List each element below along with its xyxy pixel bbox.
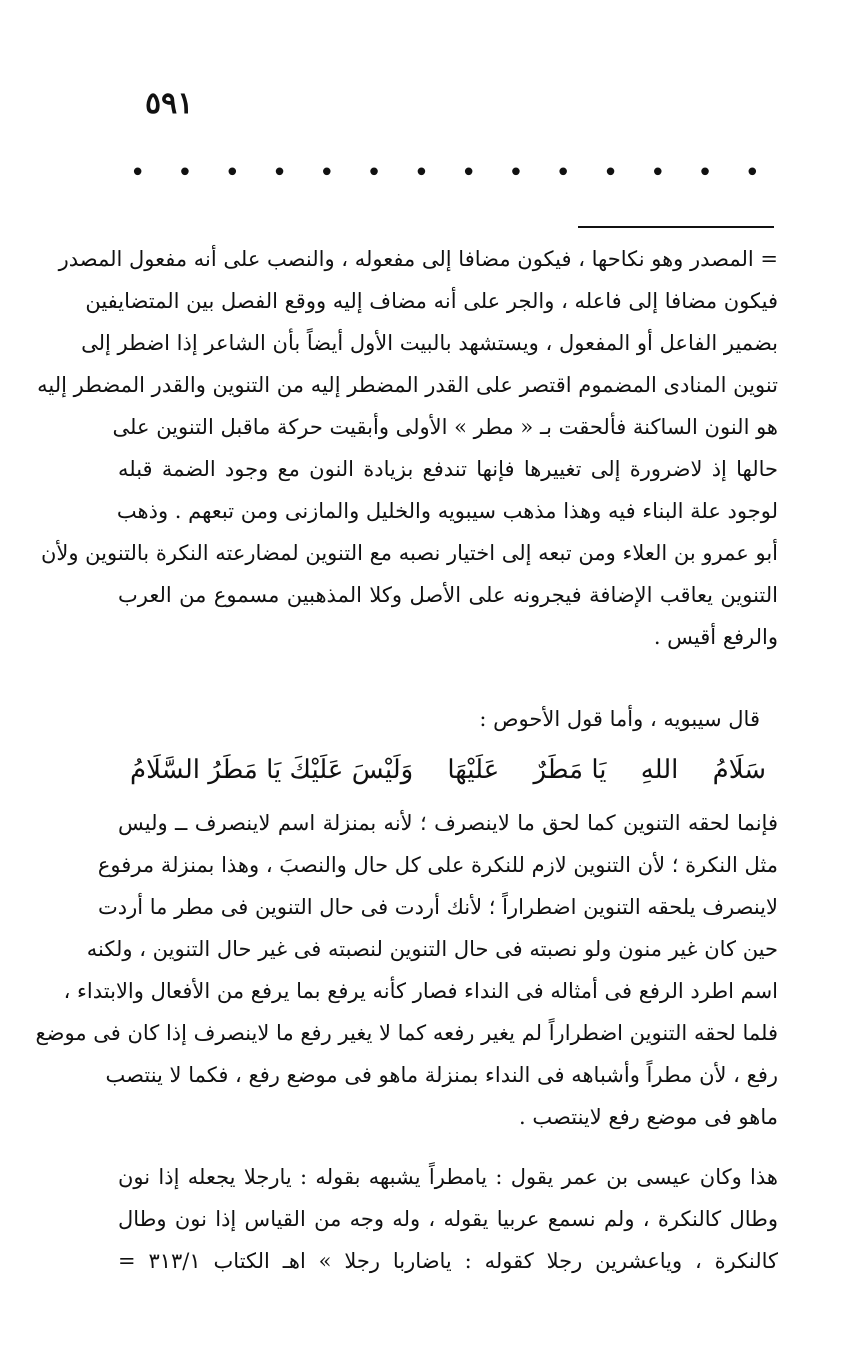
text-line: هذا وكان عيسى بن عمر يقول : يامطراً يشبهه بقوله : يارجلا يجعله إذا نون (118, 1165, 778, 1189)
text-line: تنوين المنادى المضموم اقتصر على القدر المضطر إليه من التنوين والقدر المضطر إليه (37, 373, 778, 397)
verse-part: يَا مَطَرٌ (533, 755, 607, 785)
poetry-verse (118, 742, 778, 798)
verse-part: سَلَامُ (712, 755, 766, 785)
text-line: اسم اطرد الرفع فى أمثاله فى النداء فصار كأنه يرفع بما يرفع من الأفعال والابتداء ، (63, 979, 778, 1003)
text-line: أبو عمرو بن العلاء ومن تبعه إلى اختيار نصبه مع التنوين لمضارعته النكرة بالتنوين ولأن (40, 541, 778, 565)
text-line: هو النون الساكنة فألحقت بـ « مطر » الأولى وأبقيت حركة ماقبل التنوين على (112, 415, 778, 439)
text-line: حالها إذ لاضرورة إلى تغييرها فإنها تندفع بزيادة النون مع وجود الضمة قبله (118, 457, 778, 481)
text-line: بضمير الفاعل أو المفعول ، ويستشهد بالبيت الأول أيضاً بأن الشاعر إذا اضطر إلى (81, 331, 778, 355)
text-line: حين كان غير منون ولو نصبته فى حال التنوين لنصبته فى غير حال التنوين ، ولكنه (86, 937, 778, 961)
quote-intro-block (118, 698, 778, 740)
text-line: رفع ، لأن مطراً وأشباهه فى النداء بمنزلة ماهو فى موضع رفع ، فكما لا ينتصب (105, 1063, 778, 1087)
decorative-dot-row: • • • • • • • • • • • • • • (130, 158, 760, 188)
text-line: ماهو فى موضع رفع لاينتصب . (519, 1105, 778, 1129)
verse-part: وَلَيْسَ عَلَيْكَ يَا مَطَرُ السَّلَامُ (130, 755, 414, 785)
text-line: فيكون مضافا إلى فاعله ، والجر على أنه مضاف إليه ووقع الفصل بين المتضايفين (85, 289, 778, 313)
text-line: كالنكرة ، وياعشرين رجلا كقوله : ياضاربا رجلا » اهـ الكتاب ٣١٣/١ = (118, 1249, 778, 1273)
text-line: مثل النكرة ؛ لأن التنوين لازم للنكرة على كل حال والنصبَ ، وهذا بمنزلة مرفوع (97, 853, 778, 877)
text-line: التنوين يعاقب الإضافة فيجرونه على الأصل وكلا المذهبين مسموع من العرب (118, 583, 778, 607)
text-line: وطال كالنكرة ، ولم نسمع عربيا يقوله ، وله وجه من القياس إذا نون وطال (118, 1207, 778, 1231)
text-line: لوجود علة البناء فيه وهذا مذهب سيبويه والخليل والمازنى ومن تبعهم . وذهب (116, 499, 778, 523)
text-line: = المصدر وهو نكاحها ، فيكون مضافا إلى مفعوله ، والنصب على أنه مفعول المصدر (58, 247, 778, 271)
text-line: والرفع أقيس . (653, 625, 778, 649)
text-line: لاينصرف يلحقه التنوين اضطراراً ؛ لأنك أردت فى حال التنوين فى مطر ما أردت (97, 895, 778, 919)
text-line: فلما لحقه التنوين اضطراراً لم يغير رفعه كما لا يغير رفع ما لاينصرف إذا كان فى موضع (35, 1021, 778, 1045)
verse-part: اللهِ (640, 755, 679, 785)
explanation-paragraph (35, 802, 778, 1138)
quote-intro: قال سيبويه ، وأما قول الأحوص : (479, 707, 760, 731)
text-line: فإنما لحقه التنوين كما لحق ما لاينصرف ؛ لأنه بمنزلة اسم لاينصرف ــ وليس (118, 811, 778, 835)
verse-part: عَلَيْهَا (447, 755, 500, 785)
footnote-paragraph (37, 238, 778, 658)
page-number: ٥٩١ (145, 86, 194, 121)
footnote-rule (578, 226, 774, 228)
closing-paragraph (118, 1156, 778, 1282)
